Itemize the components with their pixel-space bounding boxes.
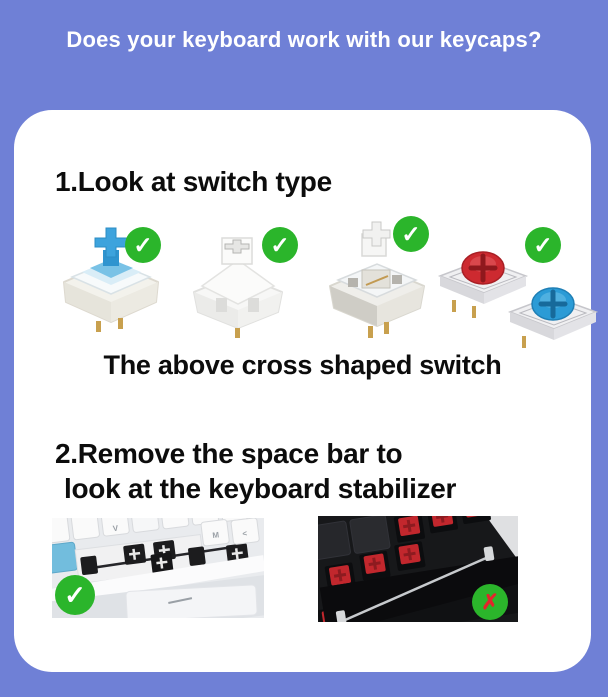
check-icon: ✓ — [270, 231, 290, 258]
page-title: Does your keyboard work with our keycaps? — [66, 27, 542, 52]
check-badge — [393, 216, 429, 252]
switch-caption: The above cross shaped switch — [103, 350, 502, 380]
cross-badge — [472, 584, 508, 620]
blue-cross-stem — [95, 228, 127, 257]
cross-icon: ✗ — [481, 590, 499, 614]
check-icon: ✓ — [64, 580, 86, 610]
check-icon: ✓ — [533, 231, 553, 258]
content-card — [14, 110, 591, 672]
keycap-legend: V — [112, 523, 119, 534]
step2-heading-line2: look at the keyboard stabilizer — [64, 473, 457, 504]
check-badge — [125, 227, 161, 263]
red-low-profile-switch — [440, 252, 526, 318]
check-badge — [262, 227, 298, 263]
check-icon: ✓ — [401, 220, 421, 247]
step2-heading-line1: 2.Remove the space bar to — [55, 438, 403, 469]
step2-heading — [55, 436, 456, 506]
keycap-legend: M — [211, 530, 220, 541]
check-badge — [525, 227, 561, 263]
blue-keycap — [52, 542, 78, 574]
switch-low-profile-pair-image — [434, 231, 598, 348]
check-icon: ✓ — [133, 231, 153, 258]
keyboard-white-figure — [52, 518, 264, 618]
black-keycap — [318, 521, 351, 560]
check-badge — [55, 575, 95, 615]
keycap-legend: < — [241, 528, 248, 539]
keyboard-black-figure — [318, 516, 518, 622]
black-keycap — [350, 516, 391, 554]
blue-low-profile-switch — [510, 288, 596, 348]
step1-heading: 1.Look at switch type — [55, 166, 332, 197]
